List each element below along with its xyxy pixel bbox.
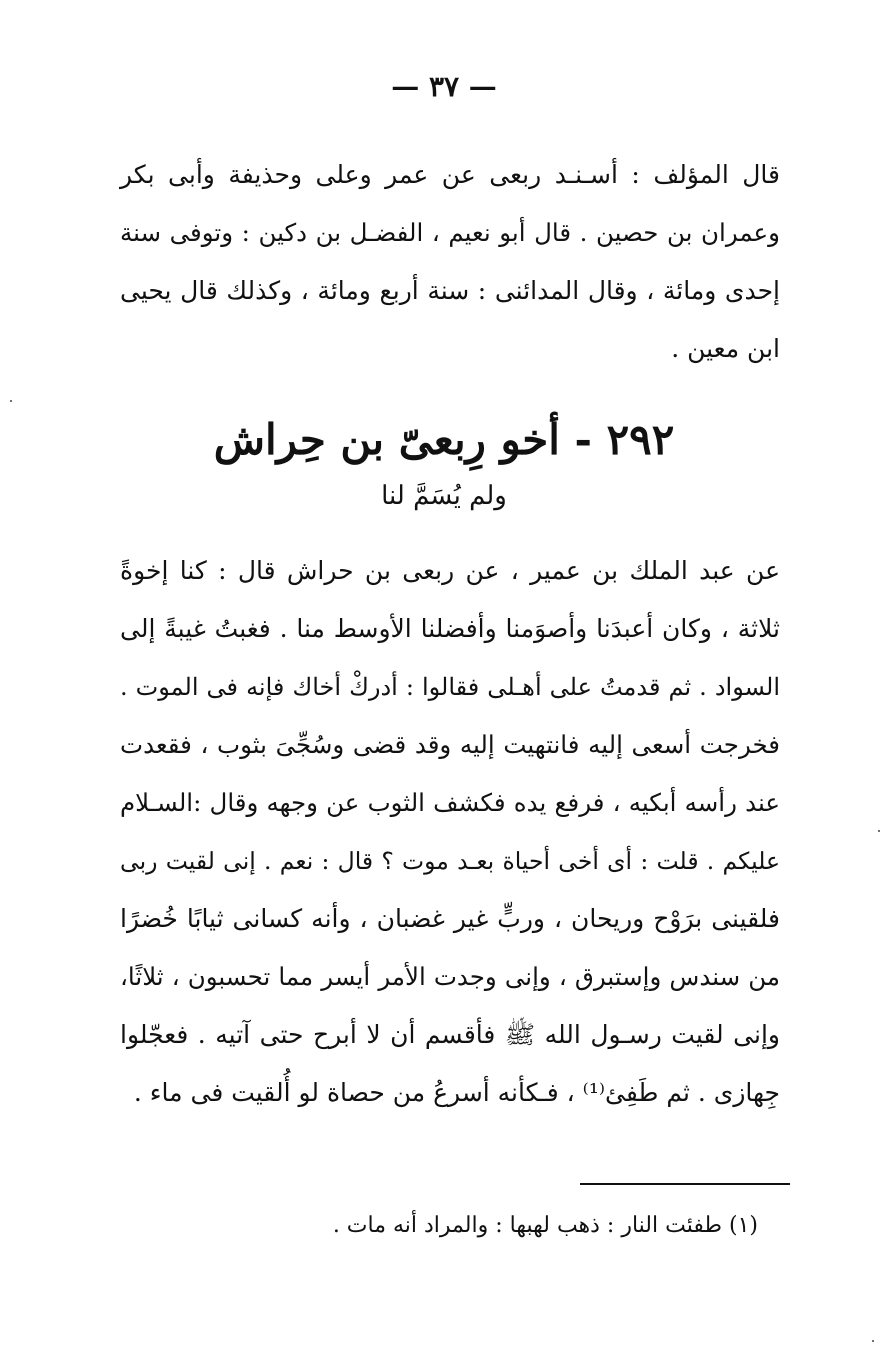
text-line: جِهازى . ثم طَفِئ⁽¹⁾ ، فـكأنه أسرعُ من حصاة لو أُلقيت فى ماء . [133,1078,780,1107]
entry-subheading: ولم يُسَمَّ لنا [381,481,507,511]
text-line: فلقينى برَوْح وريحان ، وربٍّ غير غضبان ، وأنه كسانى ثيابًا خُضرًا [120,904,780,933]
text-line: عن عبد الملك بن عمير ، عن ربعى بن حراش قال : كنا إخوةً [120,556,780,585]
paragraph-narration [120,542,780,1122]
text-line: فخرجت أسعى إليه فانتهيت إليه وقد قضى وسُجِّىَ بثوب ، فقعدت [120,730,780,759]
text-line: من سندس وإستبرق ، وإنى وجدت الأمر أيسر مما تحسبون ، ثلاثًا، [120,962,780,991]
print-speck [10,400,12,402]
text-line: عند رأسه أبكيه ، فرفع يده فكشف الثوب عن وجهه وقال :السـلام [120,788,780,817]
paragraph-author-note [120,146,780,378]
page-number: — ٣٧ — [391,70,497,103]
text-line: وإنى لقيت رسـول الله ﷺ فأقسم أن لا أبرح حتى آتيه . فعجّلوا [120,1020,780,1049]
footnote: (١) طفئت النار : ذهب لهبها : والمراد أنه مات . [332,1213,758,1238]
print-speck [872,1340,874,1342]
text-line: السواد . ثم قدمتُ على أهـلى فقالوا : أدركْ أخاك فإنه فى الموت . [120,673,780,701]
footnote-divider [580,1183,790,1185]
text-line: عليكم . قلت : أى أخى أحياة بعـد موت ؟ قال : نعم . إنى لقيت ربى [120,847,780,875]
entry-heading: ٢٩٢ - أخو رِبعىّ بن حِراش [213,415,675,464]
text-line: ابن معين . [671,334,780,363]
text-line: وعمران بن حصين . قال أبو نعيم ، الفضـل بن دكين : وتوفى سنة [120,218,780,247]
text-line: إحدى ومائة ، وقال المدائنى : سنة أربع ومائة ، وكذلك قال يحيى [120,276,780,305]
text-line: قال المؤلف : أسـنـد ربعى عن عمر وعلى وحذيفة وأبى بكر [120,160,780,189]
text-line: ثلاثة ، وكان أعبدَنا وأصوَمنا وأفضلنا الأوسط منا . فغبتُ غيبةً إلى [120,614,780,643]
print-speck [878,830,880,832]
